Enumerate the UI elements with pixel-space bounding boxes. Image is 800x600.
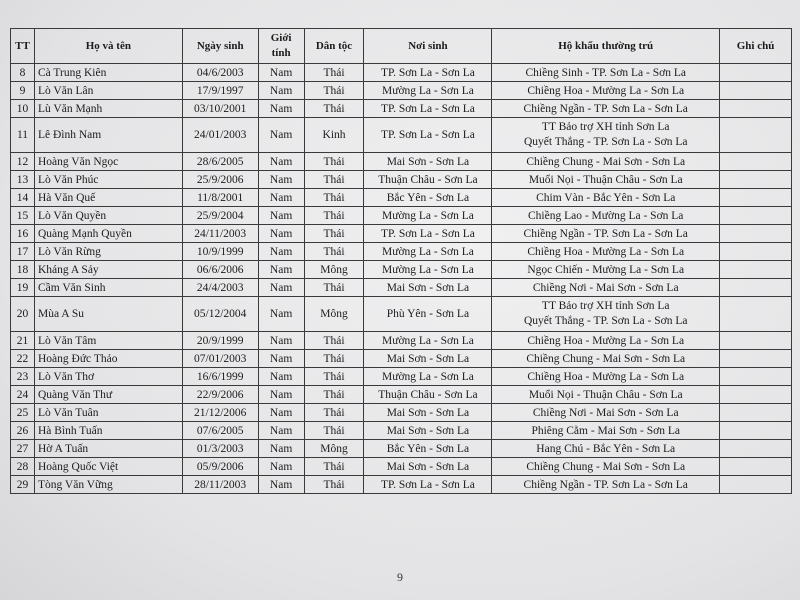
cell-note [720,386,792,404]
cell-ethnic: Thái [304,350,364,368]
cell-birthplace: Mai Sơn - Sơn La [364,279,492,297]
cell-gender: Nam [258,350,304,368]
residence-line1: TT Bảo trợ XH tỉnh Sơn La [541,121,670,133]
cell-ethnic: Mông [304,261,364,279]
cell-birthplace: Thuận Châu - Sơn La [364,386,492,404]
cell-tt: 28 [11,458,35,476]
table-row [11,386,792,404]
cell-gender: Nam [258,189,304,207]
cell-dob: 05/9/2006 [182,458,258,476]
cell-ethnic: Thái [304,207,364,225]
header-note: Ghi chú [720,29,792,64]
table-row [11,189,792,207]
cell-residence [492,297,720,332]
residence-line2: Quyết Thắng - TP. Sơn La - Sơn La [523,136,688,148]
cell-tt: 27 [11,440,35,458]
cell-gender: Nam [258,261,304,279]
cell-tt: 12 [11,153,35,171]
cell-residence: Muổi Nọi - Thuận Châu - Sơn La [492,386,720,404]
header-gender [258,29,304,64]
cell-birthplace: Mường La - Sơn La [364,261,492,279]
cell-note [720,332,792,350]
cell-gender: Nam [258,279,304,297]
table-row [11,350,792,368]
cell-tt: 9 [11,82,35,100]
cell-dob: 05/12/2004 [182,297,258,332]
cell-birthplace: Mai Sơn - Sơn La [364,350,492,368]
cell-gender: Nam [258,458,304,476]
cell-name: Hờ A Tuấn [34,440,182,458]
table-row [11,64,792,82]
cell-dob: 04/6/2003 [182,64,258,82]
cell-residence: Chiềng Hoa - Mường La - Sơn La [492,82,720,100]
cell-ethnic: Thái [304,189,364,207]
cell-residence: Chiềng Ngần - TP. Sơn La - Sơn La [492,476,720,494]
residence-line1: TT Bảo trợ XH tỉnh Sơn La [541,300,670,312]
cell-birthplace: Mai Sơn - Sơn La [364,458,492,476]
cell-residence: Chiềng Chung - Mai Sơn - Sơn La [492,458,720,476]
cell-ethnic: Thái [304,476,364,494]
cell-gender: Nam [258,368,304,386]
cell-tt: 16 [11,225,35,243]
table-row [11,279,792,297]
cell-dob: 20/9/1999 [182,332,258,350]
cell-birthplace: Mai Sơn - Sơn La [364,422,492,440]
cell-name: Hà Bình Tuấn [34,422,182,440]
cell-tt: 23 [11,368,35,386]
cell-dob: 25/9/2006 [182,171,258,189]
cell-gender: Nam [258,64,304,82]
cell-residence: Chiềng Hoa - Mường La - Sơn La [492,368,720,386]
page-number: 9 [397,570,403,584]
cell-residence: Chiềng Chung - Mai Sơn - Sơn La [492,153,720,171]
cell-name: Hà Văn Quế [34,189,182,207]
cell-gender: Nam [258,243,304,261]
cell-name: Cầm Văn Sinh [34,279,182,297]
cell-tt: 25 [11,404,35,422]
table-row [11,458,792,476]
cell-name: Lò Văn Phúc [34,171,182,189]
cell-birthplace: TP. Sơn La - Sơn La [364,118,492,153]
cell-ethnic: Kinh [304,118,364,153]
cell-gender: Nam [258,225,304,243]
cell-residence: Chiềng Sinh - TP. Sơn La - Sơn La [492,64,720,82]
cell-note [720,261,792,279]
cell-ethnic: Thái [304,332,364,350]
cell-birthplace: TP. Sơn La - Sơn La [364,225,492,243]
cell-note [720,404,792,422]
cell-note [720,225,792,243]
cell-tt: 24 [11,386,35,404]
cell-dob: 28/6/2005 [182,153,258,171]
cell-note [720,440,792,458]
cell-tt: 14 [11,189,35,207]
cell-birthplace: Mường La - Sơn La [364,82,492,100]
cell-dob: 24/4/2003 [182,279,258,297]
cell-note [720,64,792,82]
cell-dob: 10/9/1999 [182,243,258,261]
cell-ethnic: Thái [304,82,364,100]
table-row [11,476,792,494]
table-row [11,297,792,332]
cell-note [720,82,792,100]
cell-ethnic: Thái [304,279,364,297]
cell-name: Lê Đình Nam [34,118,182,153]
cell-ethnic: Thái [304,153,364,171]
cell-birthplace: Mường La - Sơn La [364,332,492,350]
cell-residence: Chiềng Ngần - TP. Sơn La - Sơn La [492,225,720,243]
cell-note [720,153,792,171]
cell-gender: Nam [258,118,304,153]
cell-birthplace: TP. Sơn La - Sơn La [364,100,492,118]
cell-name: Lò Văn Lân [34,82,182,100]
cell-birthplace: Bắc Yên - Sơn La [364,189,492,207]
cell-note [720,458,792,476]
student-list-table [10,28,792,494]
cell-note [720,207,792,225]
header-birthplace: Nơi sinh [364,29,492,64]
cell-ethnic: Thái [304,64,364,82]
cell-tt: 13 [11,171,35,189]
table-row [11,100,792,118]
cell-gender: Nam [258,386,304,404]
cell-birthplace: TP. Sơn La - Sơn La [364,64,492,82]
cell-dob: 01/3/2003 [182,440,258,458]
cell-birthplace: Mai Sơn - Sơn La [364,404,492,422]
cell-residence: Hang Chú - Bắc Yên - Sơn La [492,440,720,458]
table-row [11,82,792,100]
table-row [11,243,792,261]
table-row [11,225,792,243]
table-row [11,404,792,422]
cell-tt: 26 [11,422,35,440]
cell-birthplace: Thuận Châu - Sơn La [364,171,492,189]
cell-ethnic: Thái [304,458,364,476]
cell-tt: 19 [11,279,35,297]
table-row [11,368,792,386]
cell-note [720,422,792,440]
cell-gender: Nam [258,100,304,118]
cell-ethnic: Thái [304,422,364,440]
cell-tt: 10 [11,100,35,118]
header-gender-line2: tính [271,47,291,59]
cell-dob: 03/10/2001 [182,100,258,118]
cell-name: Tòng Văn Vững [34,476,182,494]
cell-note [720,368,792,386]
cell-gender: Nam [258,476,304,494]
cell-tt: 17 [11,243,35,261]
cell-gender: Nam [258,207,304,225]
cell-note [720,243,792,261]
header-name: Họ và tên [34,29,182,64]
header-ethnic: Dân tộc [304,29,364,64]
cell-gender: Nam [258,332,304,350]
cell-name: Hoàng Quốc Việt [34,458,182,476]
cell-tt: 20 [11,297,35,332]
cell-note [720,171,792,189]
cell-gender: Nam [258,404,304,422]
cell-birthplace: Mường La - Sơn La [364,243,492,261]
residence-line2: Quyết Thắng - TP. Sơn La - Sơn La [523,315,688,327]
cell-tt: 29 [11,476,35,494]
table-row [11,118,792,153]
cell-ethnic: Thái [304,368,364,386]
cell-residence: Ngọc Chiến - Mường La - Sơn La [492,261,720,279]
cell-name: Mùa A Su [34,297,182,332]
cell-residence: Chiềng Hoa - Mường La - Sơn La [492,243,720,261]
cell-residence: Chiềng Nơi - Mai Sơn - Sơn La [492,279,720,297]
table-row [11,153,792,171]
cell-ethnic: Thái [304,243,364,261]
cell-dob: 22/9/2006 [182,386,258,404]
cell-name: Quàng Mạnh Quyền [34,225,182,243]
cell-birthplace: Mường La - Sơn La [364,368,492,386]
cell-ethnic: Thái [304,404,364,422]
cell-ethnic: Thái [304,386,364,404]
header-residence: Hộ khẩu thường trú [492,29,720,64]
cell-note [720,297,792,332]
cell-residence: Chiềng Lao - Mường La - Sơn La [492,207,720,225]
cell-birthplace: TP. Sơn La - Sơn La [364,476,492,494]
table-row [11,261,792,279]
cell-residence: Chiềng Hoa - Mường La - Sơn La [492,332,720,350]
cell-gender: Nam [258,440,304,458]
cell-dob: 07/01/2003 [182,350,258,368]
cell-tt: 18 [11,261,35,279]
cell-residence: Chiềng Ngần - TP. Sơn La - Sơn La [492,100,720,118]
cell-name: Lò Văn Quyền [34,207,182,225]
cell-residence: Muổi Nọi - Thuận Châu - Sơn La [492,171,720,189]
cell-name: Quàng Văn Thư [34,386,182,404]
cell-residence: Phiêng Cằm - Mai Sơn - Sơn La [492,422,720,440]
cell-name: Hoàng Văn Ngọc [34,153,182,171]
cell-name: Hoàng Đức Thảo [34,350,182,368]
table-header-row [11,29,792,64]
table-row [11,440,792,458]
cell-name: Lò Văn Rừng [34,243,182,261]
cell-dob: 06/6/2006 [182,261,258,279]
cell-dob: 25/9/2004 [182,207,258,225]
cell-residence: Chiềng Chung - Mai Sơn - Sơn La [492,350,720,368]
cell-name: Lò Văn Tuân [34,404,182,422]
cell-gender: Nam [258,297,304,332]
cell-note [720,476,792,494]
cell-dob: 07/6/2005 [182,422,258,440]
table-row [11,422,792,440]
cell-residence [492,118,720,153]
cell-tt: 15 [11,207,35,225]
cell-tt: 21 [11,332,35,350]
table-row [11,207,792,225]
cell-name: Lò Văn Tâm [34,332,182,350]
cell-birthplace: Bắc Yên - Sơn La [364,440,492,458]
cell-gender: Nam [258,153,304,171]
cell-ethnic: Thái [304,171,364,189]
cell-note [720,189,792,207]
cell-dob: 24/01/2003 [182,118,258,153]
cell-residence: Chiềng Nơi - Mai Sơn - Sơn La [492,404,720,422]
cell-birthplace: Phù Yên - Sơn La [364,297,492,332]
cell-name: Kháng A Sảy [34,261,182,279]
cell-residence: Chim Vàn - Bắc Yên - Sơn La [492,189,720,207]
table-body [11,64,792,494]
header-gender-line1: Giới [270,32,292,44]
cell-name: Lù Văn Mạnh [34,100,182,118]
cell-ethnic: Mông [304,297,364,332]
cell-ethnic: Thái [304,225,364,243]
cell-tt: 22 [11,350,35,368]
cell-dob: 11/8/2001 [182,189,258,207]
cell-note [720,118,792,153]
cell-dob: 17/9/1997 [182,82,258,100]
cell-gender: Nam [258,171,304,189]
table-row [11,171,792,189]
cell-gender: Nam [258,82,304,100]
cell-dob: 16/6/1999 [182,368,258,386]
cell-tt: 11 [11,118,35,153]
header-dob: Ngày sinh [182,29,258,64]
cell-dob: 21/12/2006 [182,404,258,422]
cell-note [720,279,792,297]
table-row [11,332,792,350]
cell-dob: 24/11/2003 [182,225,258,243]
cell-dob: 28/11/2003 [182,476,258,494]
cell-ethnic: Thái [304,100,364,118]
cell-birthplace: Mường La - Sơn La [364,207,492,225]
cell-name: Cà Trung Kiên [34,64,182,82]
cell-tt: 8 [11,64,35,82]
cell-note [720,100,792,118]
cell-name: Lò Văn Thơ [34,368,182,386]
cell-birthplace: Mai Sơn - Sơn La [364,153,492,171]
cell-note [720,350,792,368]
cell-ethnic: Mông [304,440,364,458]
header-tt: TT [11,29,35,64]
cell-gender: Nam [258,422,304,440]
